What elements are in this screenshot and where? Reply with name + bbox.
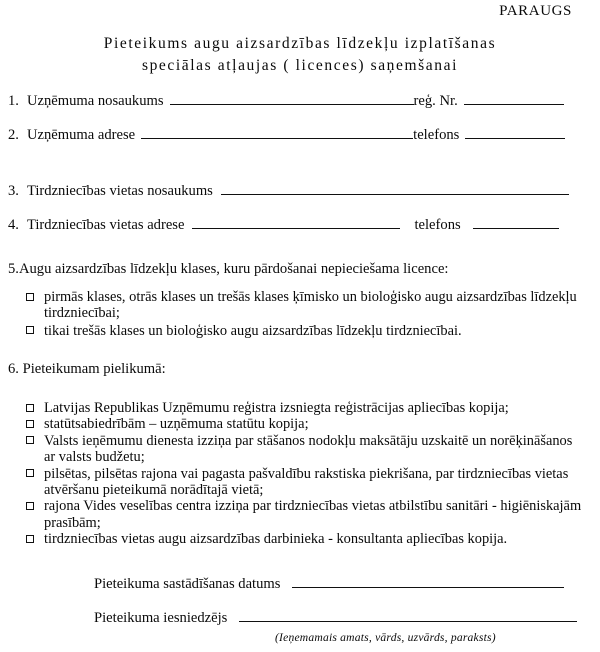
checkbox-item[interactable] <box>0 433 600 466</box>
signature-input-submitter[interactable] <box>239 608 577 622</box>
checkbox-item-label: pirmās klases, otrās klases un trešās klases ķīmisko un bioloģisko augu aizsardzības līdzekļu tirdzniecībai; <box>44 289 577 322</box>
section-6-checkbox-list <box>0 400 600 548</box>
field-input-telephone-1[interactable] <box>465 125 565 139</box>
field-label-shop-name: Tirdzniecības vietas nosaukums <box>26 183 213 199</box>
checkbox-icon[interactable] <box>26 535 34 543</box>
field-input-shop-address[interactable] <box>192 215 400 229</box>
checkbox-icon[interactable] <box>26 469 34 477</box>
checkbox-icon[interactable] <box>26 404 34 412</box>
field-label-company-address: Uzņēmuma adrese <box>26 127 136 143</box>
checkbox-item[interactable] <box>0 400 600 416</box>
signature-input-date[interactable] <box>292 574 564 588</box>
checkbox-item-label: Valsts ieņēmumu dienesta izziņa par stāšanos nodokļu maksātāju uzskaitē un norēķināšanos ar valsts budžetu; <box>44 432 573 466</box>
checkbox-item-label: rajona Vides veselības centra izziņa par tirdzniecības vietas atbilstību sanitāri - higiēniskajām prasībām; <box>44 498 582 531</box>
checkbox-icon[interactable] <box>26 293 34 301</box>
field-number-4: 4. <box>8 217 19 233</box>
field-number-1: 1. <box>8 93 19 109</box>
field-input-telephone-2[interactable] <box>473 215 559 229</box>
section-5-heading: 5.Augu aizsardzības līdzekļu klases, kuru pārdošanai nepieciešama licence: <box>8 261 449 277</box>
checkbox-item-label: statūtsabiedrībām – uzņēmuma statūtu kopija; <box>44 416 309 433</box>
field-row-company-name <box>8 91 592 111</box>
signature-caption: (Ieņemamais amats, vārds, uzvārds, paraksts) <box>275 631 496 644</box>
checkbox-item[interactable] <box>0 323 600 339</box>
field-row-company-address <box>8 125 592 145</box>
checkbox-icon[interactable] <box>26 436 34 444</box>
field-row-shop-address <box>8 215 592 235</box>
title-line-2: speciālas atļaujas ( licences) saņemšanai <box>141 57 459 74</box>
signature-row-date <box>94 574 564 594</box>
field-label-shop-address: Tirdzniecības vietas adrese <box>26 217 185 233</box>
signature-label-date: Pieteikuma sastādīšanas datums <box>94 576 281 592</box>
field-input-company-name[interactable] <box>170 91 414 105</box>
checkbox-icon[interactable] <box>26 326 34 334</box>
checkbox-item-label: tikai trešās klases un bioloģisko augu aizsardzības līdzekļu tirdzniecībai. <box>44 322 462 339</box>
title-line-1: Pieteikums augu aizsardzības līdzekļu izplatīšanas <box>103 35 497 52</box>
field-number-3: 3. <box>8 183 19 199</box>
field-input-reg-nr[interactable] <box>464 91 564 105</box>
checkbox-item[interactable] <box>0 531 600 547</box>
field-input-company-address[interactable] <box>141 125 413 139</box>
signature-label-submitter: Pieteikuma iesniedzējs <box>94 610 228 626</box>
signature-row-submitter <box>94 608 577 628</box>
checkbox-item[interactable] <box>0 289 600 322</box>
checkbox-item-label: Latvijas Republikas Uzņēmumu reģistra izsniegta reģistrācijas apliecības kopija; <box>44 400 509 416</box>
field-row-shop-name <box>8 181 592 201</box>
field-label-telephone-2: telefons <box>414 217 461 233</box>
field-number-2: 2. <box>8 127 19 143</box>
checkbox-icon[interactable] <box>26 420 34 428</box>
checkbox-icon[interactable] <box>26 502 34 510</box>
field-label-telephone-1: telefons <box>413 127 460 143</box>
field-label-reg-nr: reģ. Nr. <box>413 93 458 109</box>
paraugs-stamp: PARAUGS <box>499 3 572 19</box>
section-6-heading: 6. Pieteikumam pielikumā: <box>8 361 166 377</box>
checkbox-item-label: pilsētas, pilsētas rajona vai pagasta pašvaldību rakstiska piekrišana, par tirdzniecības vietas atvēršanu pieteikumā norādītajā vietā; <box>44 465 569 499</box>
field-label-company-name: Uzņēmuma nosaukums <box>26 93 164 109</box>
checkbox-item[interactable] <box>0 498 600 531</box>
checkbox-item-label: tirdzniecības vietas augu aizsardzības darbinieka - konsultanta apliecības kopija. <box>44 531 508 548</box>
section-5-checkbox-list <box>0 289 600 339</box>
checkbox-item[interactable] <box>0 466 600 499</box>
checkbox-item[interactable] <box>0 416 600 432</box>
page-title <box>0 33 600 77</box>
field-input-shop-name[interactable] <box>221 181 569 195</box>
